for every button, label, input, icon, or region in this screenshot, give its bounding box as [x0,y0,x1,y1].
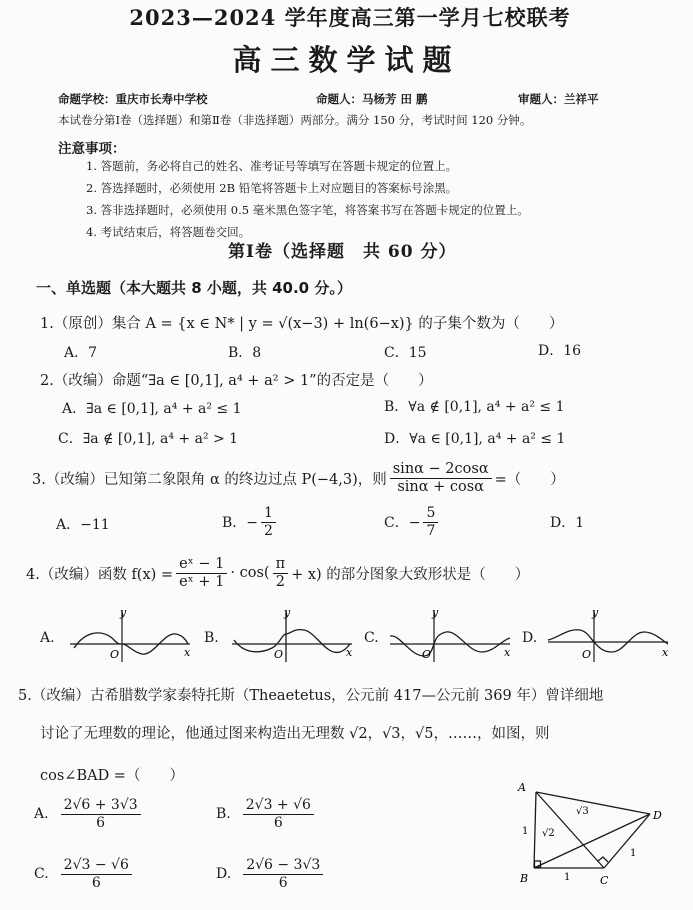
note-item: 2. 答选择题时，必须使用 2B 铅笔将答题卡上对应题目的答案标号涂黑。 [86,181,458,195]
q1-option-b: B．8 [228,345,262,361]
figure-label-ad: √3 [576,806,589,817]
note-item: 1. 答题前，务必将自己的姓名、准考证号等填写在答题卡规定的位置上。 [86,159,458,173]
q5-option-a-numerator: 2√6 + 3√3 [61,797,141,814]
q5-option-c-fraction [61,857,132,890]
q4-option-a-graph [66,604,196,664]
q4-option-b-label: B. [204,630,219,646]
question-5-line-1: 5.（改编）古希腊数学家泰特托斯（Theaetetus，公元前 417—公元前 369 年）曾详细地 [18,688,604,704]
q3-option-c-fraction [423,505,438,538]
setter-school: 命题学校：重庆市长寿中学校 [58,92,208,106]
q3-option-b-numerator: 1 [261,505,276,522]
q4-pi-denominator: 2 [275,573,285,590]
q2-option-d: D．∀a ∈ [0,1], a⁴ + a² ≤ 1 [384,431,566,447]
figure-label-cd: 1 [630,848,637,859]
q3-option-b-denominator: 2 [264,522,273,539]
question-5-line-2: 讨论了无理数的理论，他通过图来构造出无理数 √2，√3，√5，……，如图，则 [40,726,550,742]
setter-names: 命题人：马杨芳 田 鹏 [316,92,428,106]
question-2-stem: 2.（改编）命题“∃a ∈ [0,1], a⁴ + a² > 1”的否定是（ ） [40,373,433,389]
q3-stem-text: 3.（改编）已知第二象限角 α 的终边过点 P(−4,3)，则 [32,471,387,488]
exam-intro: 本试卷分第Ⅰ卷（选择题）和第Ⅱ卷（非选择题）两部分。满分 150 分，考试时间 120 分钟。 [58,113,532,127]
figure-point-b: B [520,872,529,885]
q4-cos-text: · cos( [230,565,270,581]
q5-option-b [216,792,317,836]
q5-option-d-denominator: 6 [278,874,288,891]
question-1-stem: 1.（原创）集合 A = {x ∈ N* | y = √(x−3) + ln(6−x)} 的子集个数为（ ） [40,316,564,332]
q5-option-d-fraction [243,857,323,890]
figure-point-a: A [518,781,526,794]
q5-option-c-numerator: 2√3 − √6 [61,857,132,874]
q3-option-a: A．−11 [56,517,110,533]
q4-a-x-label: x [184,646,191,659]
q4-option-b-graph [228,604,358,664]
q4-option-a-label: A. [40,630,55,646]
q4-d-x-label: x [662,646,669,659]
exam-title: 2023—2024 学年度高三第一学月七校联考 [129,5,571,30]
q3-fraction-denominator: sinα + cosα [397,478,485,495]
q5-option-d-letter: D. [216,866,232,882]
q5-option-a-letter: A. [34,806,49,822]
q4-option-d-label: D. [522,630,538,646]
theaetetus-figure [512,778,682,890]
part-title: 一、单选题（本大题共 8 小题，共 40.0 分。） [36,279,352,297]
notes-heading: 注意事项： [58,141,126,157]
q3-option-c-numerator: 5 [423,505,438,522]
q1-option-d: D．16 [538,343,582,359]
q4-function-denominator: eˣ + 1 [179,573,225,590]
q5-option-b-letter: B. [216,806,231,822]
figure-point-d: D [653,809,662,822]
q3-option-c [384,502,441,542]
q3-option-d: D．1 [550,515,585,531]
q4-b-y-label: y [284,606,291,619]
q5-option-a [34,792,144,836]
q5-option-b-denominator: 6 [273,814,283,831]
q4-c-origin: O [422,648,432,661]
figure-point-c: C [600,874,609,887]
q4-c-y-label: y [432,606,439,619]
q5-option-c-denominator: 6 [91,874,101,891]
q4-option-d-graph [544,604,674,664]
q4-stem-text: 4.（改编）函数 f(x) = [26,566,174,583]
q4-option-c-graph [386,604,516,664]
q4-b-origin: O [274,648,284,661]
q3-option-b-fraction [261,505,276,538]
q3-fraction-numerator: sinα − 2cosα [390,461,492,479]
q4-d-y-label: y [592,606,599,619]
q4-pi-fraction [273,556,289,590]
q5-option-c [34,852,135,896]
q3-option-b [222,502,279,542]
q4-d-origin: O [582,648,592,661]
note-item: 3. 答非选择题时，必须使用 0.5 毫米黑色签字笔，将答案书写在答题卡规定的位置上。 [86,203,529,217]
q2-option-a: A．∃a ∈ [0,1], a⁴ + a² ≤ 1 [62,401,242,417]
q4-option-c-label: C. [364,630,379,646]
figure-label-ac: √2 [542,828,555,839]
q1-option-a: A．7 [64,345,98,361]
q1-option-c: C．15 [384,345,427,361]
q5-option-b-fraction [243,797,314,830]
section-title: 第Ⅰ卷（选择题 共 60 分） [228,242,457,262]
q3-fraction [390,461,492,495]
figure-label-bc: 1 [564,872,571,883]
note-item: 4. 考试结束后，将答题卷交回。 [86,225,251,239]
q4-function-fraction [176,556,227,590]
q5-option-c-letter: C. [34,866,49,882]
q5-option-b-numerator: 2√3 + √6 [243,797,314,814]
q5-option-d [216,852,326,896]
q3-option-c-denominator: 7 [426,522,436,539]
subject-title: 高三数学试题 [232,43,461,77]
q4-stem-end: + x) 的部分图象大致形状是（ ） [291,566,530,583]
reviewer-name: 审题人：兰祥平 [518,92,599,106]
q5-option-a-fraction [61,797,141,830]
question-4-stem [26,552,529,594]
q4-a-origin: O [110,648,120,661]
question-5-line-3: cos∠BAD =（ ） [40,768,184,784]
q4-c-x-label: x [504,646,511,659]
q4-b-x-label: x [346,646,353,659]
q4-a-y-label: y [120,606,127,619]
q4-function-numerator: eˣ − 1 [176,556,227,574]
q3-option-b-label: B．− [222,515,259,531]
q5-option-d-numerator: 2√6 − 3√3 [243,857,323,874]
q5-option-a-denominator: 6 [96,814,106,831]
figure-label-ab: 1 [522,826,529,837]
q2-option-b: B．∀a ∉ [0,1], a⁴ + a² ≤ 1 [384,399,565,415]
q3-option-c-label: C．− [384,515,421,531]
q2-option-c: C．∃a ∉ [0,1], a⁴ + a² > 1 [58,431,239,447]
q3-stem-end: =（ ） [494,471,565,488]
question-3-stem [32,457,565,499]
q4-pi-numerator: π [273,556,289,574]
